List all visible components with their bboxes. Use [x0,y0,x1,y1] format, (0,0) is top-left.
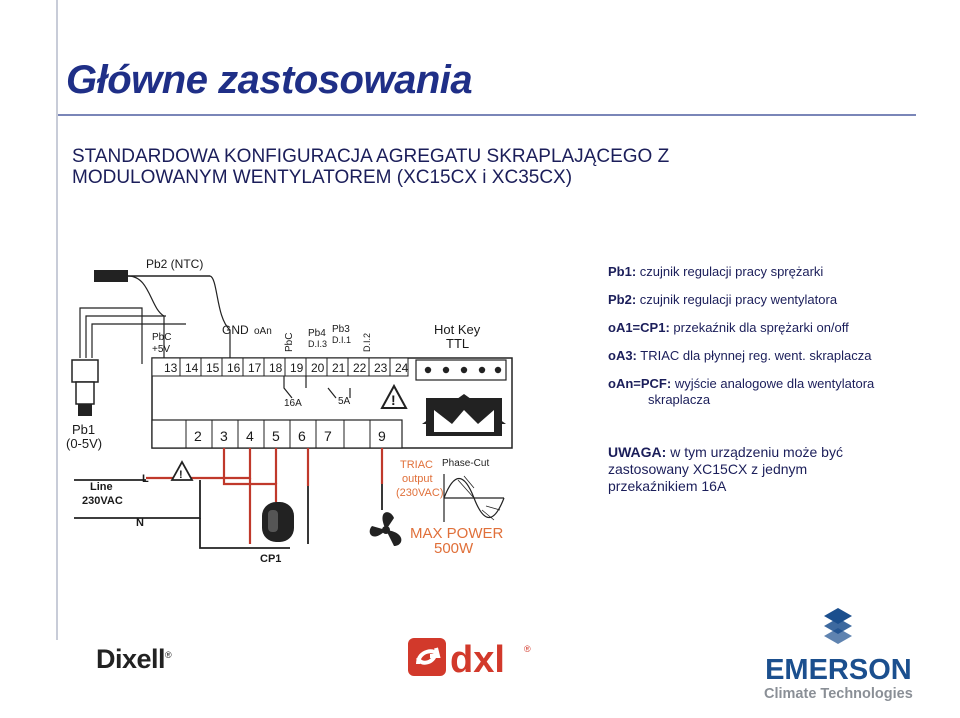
pbc-label: PbC [152,332,172,343]
legend-text: czujnik regulacji pracy wentylatora [639,292,838,307]
terminal-7: 7 [324,428,332,444]
pb1-label: Pb1 [72,422,96,437]
pb2-probe [94,270,128,282]
terminal-6: 6 [298,428,306,444]
slide-subtitle [72,146,669,188]
left-border-line [56,0,58,640]
wiring-diagram [60,248,520,578]
l-label: L [142,473,149,485]
terminal-5: 5 [272,428,280,444]
legend-text: wyjście analogowe dla wentylatora [674,376,875,391]
pb4-label: Pb4 [308,328,326,339]
title-underline [58,114,916,116]
legend-item-oa1 [608,320,928,336]
ttl-label: TTL [446,336,470,351]
hotkey-label: Hot Key [434,322,481,337]
pbc-vertical-label: PbC [284,332,295,352]
terminal-14: 14 [185,361,199,375]
emerson-wordmark: EMERSON [765,654,912,686]
terminal-23: 23 [374,361,388,375]
legend-text-continued: skraplacza [648,392,711,407]
warning-line-3: przekaźnikiem 16A [608,478,727,494]
legend-list [608,264,928,420]
dixell-logo [96,644,171,675]
dxl-wordmark: dxl [450,639,505,681]
triac-label: TRIAC [400,459,433,471]
subtitle-line-1: STANDARDOWA KONFIGURACJA AGREGATU SKRAPLAJĄCEGO Z [72,146,670,167]
terminal-4: 4 [246,428,254,444]
oan-label: oAn [254,326,272,337]
subtitle-line-2: MODULOWANYM WENTYLATOREM (XC15CX i XC35CX) [72,167,573,188]
pb3-label: Pb3 [332,324,350,335]
dxl-registered-mark: ® [524,644,531,654]
legend-item-pb2 [608,292,928,308]
legend-item-pb1 [608,264,928,280]
emerson-tagline: Climate Technologies [764,686,913,702]
svg-text:!: ! [391,392,396,408]
pb2-label: Pb2 (NTC) [146,257,204,271]
terminal-21: 21 [332,361,346,375]
pb1-range-label: (0-5V) [66,436,103,451]
legend-item-oa3 [608,348,928,364]
terminal-22: 22 [353,361,367,375]
di1-label: D.I.1 [332,335,352,345]
warning-note [608,444,908,495]
terminal-9: 9 [378,428,386,444]
di2-label: D.I.2 [362,332,372,352]
compressor-cp1 [260,502,294,565]
terminal-3: 3 [220,428,228,444]
n-label: N [136,517,144,529]
triac-output-label: output [402,473,433,485]
dixell-registered-mark: ® [165,650,172,660]
fan-icon [370,512,402,546]
dixell-wordmark: Dixell [96,644,166,674]
relay-16a-label: 16A [284,398,302,409]
legend-key: Pb1: [608,264,637,279]
emerson-emblem-icon [818,606,858,646]
legend-text: TRIAC dla płynnej reg. went. skraplacza [640,348,872,363]
max-power-label: MAX POWER [410,525,504,542]
warning-line-2: zastosowany XC15CX z jednym [608,461,808,477]
terminal-13: 13 [164,361,178,375]
di3-label: D.I.3 [308,339,328,349]
terminal-18: 18 [269,361,283,375]
legend-text: przekaźnik dla sprężarki on/off [673,320,849,335]
terminal-20: 20 [311,361,325,375]
line-label: Line [90,481,113,493]
legend-item-oan [608,376,928,408]
terminal-19: 19 [290,361,304,375]
legend-text: czujnik regulacji pracy sprężarki [639,264,824,279]
max-power-value: 500W [434,540,474,557]
terminal-24: 24 [395,361,409,375]
terminal-15: 15 [206,361,220,375]
emerson-logo [764,606,913,703]
legend-key: Pb2: [608,292,637,307]
triac-voltage-label: (230VAC) [396,487,444,499]
dxl-logo [408,634,538,682]
terminal-2: 2 [194,428,202,444]
legend-key: oAn=PCF: [608,376,672,391]
svg-text:!: ! [179,469,183,481]
phase-cut-label: Phase-Cut [442,458,490,469]
line-voltage-label: 230VAC [82,495,123,507]
terminal-17: 17 [248,361,262,375]
slide-title: Główne zastosowania [66,58,473,102]
legend-key: oA3: [608,348,637,363]
warning-line-1: w tym urządzeniu może być [670,444,843,460]
pbc-voltage-label: +5V [152,344,171,355]
warning-key: UWAGA: [608,444,667,460]
gnd-label: GND [222,323,249,337]
terminal-16: 16 [227,361,241,375]
pb1-transducer [72,360,98,382]
relay-5a-label: 5A [338,396,351,407]
phase-cut-waveform [444,474,504,522]
legend-key: oA1=CP1: [608,320,670,335]
cp1-label: CP1 [260,553,282,565]
